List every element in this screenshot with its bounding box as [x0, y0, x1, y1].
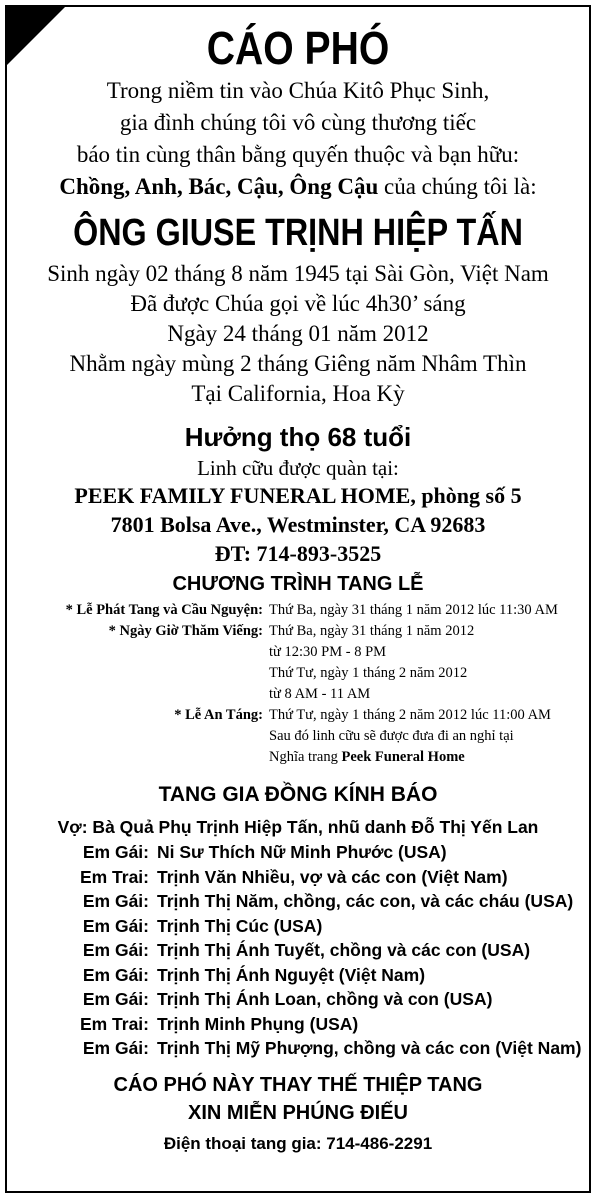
- program-row: [7, 705, 589, 726]
- relative-label: Em Gái:: [82, 842, 149, 862]
- program-label: * Ngày Giờ Thăm Viếng:: [108, 623, 263, 639]
- program-text: Sau đó linh cữu sẽ được đưa đi an nghỉ tại: [269, 728, 514, 744]
- relation-line: [7, 171, 589, 203]
- relative-label: Em Gái:: [82, 891, 149, 911]
- relative-label: Em Gái:: [82, 915, 149, 936]
- relative-text: Trịnh Thị Cúc (USA): [157, 915, 323, 936]
- relative-row: [7, 914, 589, 939]
- age-line: Hưởng thọ 68 tuổi: [184, 422, 412, 452]
- relative-text: Trịnh Thị Ánh Tuyết, chồng và các con (USA): [157, 940, 531, 960]
- program-row: [7, 642, 589, 663]
- relative-label: Em Gái:: [82, 940, 149, 960]
- relatives-list: [7, 840, 589, 1061]
- relation-tail: của chúng tôi là:: [378, 174, 537, 199]
- birth-death-details: [7, 259, 589, 409]
- relative-row: [7, 840, 589, 865]
- program-label: [7, 684, 269, 705]
- intro-text: [7, 75, 589, 203]
- relative-text: Trịnh Thị Ánh Nguyệt (Việt Nam): [157, 964, 426, 985]
- program-label: * Lễ Phát Tang và Cầu Nguyện:: [65, 602, 263, 618]
- program-row: [7, 726, 589, 747]
- relative-text: Trịnh Văn Nhiều, vợ và các con (Việt Nam): [157, 866, 508, 887]
- relative-text: Trịnh Thị Ánh Loan, chồng và con (USA): [157, 989, 493, 1009]
- obituary-frame: [5, 5, 591, 1193]
- program-row: [7, 684, 589, 705]
- cemetery-name: Peek Funeral Home: [341, 749, 465, 765]
- program-schedule: [7, 600, 589, 768]
- relative-row: [7, 987, 589, 1012]
- program-text: Thứ Tư, ngày 1 tháng 2 năm 2012: [269, 665, 468, 681]
- relative-label: Em Trai:: [79, 866, 149, 887]
- detail-line: Tại California, Hoa Kỳ: [191, 381, 405, 406]
- program-label: [7, 663, 269, 684]
- relative-label: Em Gái:: [82, 964, 149, 985]
- footer-request: XIN MIỄN PHÚNG ĐIẾU: [187, 1101, 409, 1124]
- program-row: [7, 747, 589, 768]
- relative-row: [7, 865, 589, 890]
- relation-bold: Chồng, Anh, Bác, Cậu, Ông Cậu: [59, 174, 379, 199]
- relative-row: [7, 938, 589, 963]
- relative-row: [7, 1012, 589, 1037]
- program-text: từ 12:30 PM - 8 PM: [269, 644, 387, 660]
- funeral-phone: ĐT: 714-893-3525: [214, 541, 382, 566]
- program-row: [7, 663, 589, 684]
- program-text: Thứ Ba, ngày 31 tháng 1 năm 2012: [269, 623, 475, 639]
- deceased-name: ÔNG GIUSE TRỊNH HIỆP TẤN: [73, 212, 523, 254]
- program-row: [7, 621, 589, 642]
- intro-line: Trong niềm tin vào Chúa Kitô Phục Sinh,: [106, 78, 490, 103]
- relative-text: Trịnh Thị Mỹ Phượng, chồng và các con (Việt Nam): [157, 1038, 582, 1058]
- family-phone: Điện thoại tang gia: 714-486-2291: [163, 1133, 433, 1153]
- program-label: * Lễ An Táng:: [174, 707, 263, 723]
- program-text: từ 8 AM - 11 AM: [269, 686, 371, 702]
- program-text: Thứ Ba, ngày 31 tháng 1 năm 2012 lúc 11:30 AM: [269, 602, 558, 618]
- wife-line: Vợ: Bà Quả Phụ Trịnh Hiệp Tấn, nhũ danh Đỗ Thị Yến Lan: [57, 817, 539, 837]
- detail-line: Nhằm ngày mùng 2 tháng Giêng năm Nhâm Thìn: [69, 351, 527, 376]
- relative-text: Ni Sư Thích Nữ Minh Phước (USA): [157, 842, 447, 862]
- funeral-home: PEEK FAMILY FUNERAL HOME, phòng số 5: [74, 483, 522, 508]
- footer-notice: CÁO PHÓ NÀY THAY THẾ THIỆP TANG: [113, 1073, 483, 1096]
- family-title: TANG GIA ĐỒNG KÍNH BÁO: [158, 783, 438, 806]
- program-label: [7, 642, 269, 663]
- detail-line: Đã được Chúa gọi về lúc 4h30’ sáng: [130, 291, 466, 316]
- program-title: CHƯƠNG TRÌNH TANG LỄ: [172, 573, 424, 595]
- cemetery-line: [269, 747, 589, 768]
- detail-line: Sinh ngày 02 tháng 8 năm 1945 tại Sài Gòn, Việt Nam: [47, 261, 549, 286]
- relative-text: Trịnh Minh Phụng (USA): [157, 1013, 359, 1034]
- relative-label: Em Gái:: [82, 1038, 149, 1058]
- detail-line: Ngày 24 tháng 01 năm 2012: [167, 321, 429, 346]
- funeral-address: 7801 Bolsa Ave., Westminster, CA 92683: [110, 512, 486, 537]
- cemetery-prefix: Nghĩa trang: [269, 749, 342, 765]
- intro-line: gia đình chúng tôi vô cùng thương tiếc: [119, 110, 477, 135]
- program-text: Thứ Tư, ngày 1 tháng 2 năm 2012 lúc 11:00 AM: [269, 707, 551, 723]
- relative-label: Em Trai:: [79, 1013, 149, 1034]
- relative-label: Em Gái:: [82, 989, 149, 1009]
- intro-line: báo tin cùng thân bằng quyến thuộc và bạn hữu:: [76, 142, 520, 167]
- relative-row: [7, 1036, 589, 1061]
- program-row: [7, 600, 589, 621]
- page-title: CÁO PHÓ: [206, 22, 390, 74]
- relative-text: Trịnh Thị Năm, chồng, các con, và các cháu (USA): [157, 891, 574, 911]
- wake-label: Linh cữu được quàn tại:: [197, 456, 399, 480]
- program-label: [7, 726, 269, 747]
- relative-row: [7, 963, 589, 988]
- program-label: [7, 747, 269, 768]
- relative-row: [7, 889, 589, 914]
